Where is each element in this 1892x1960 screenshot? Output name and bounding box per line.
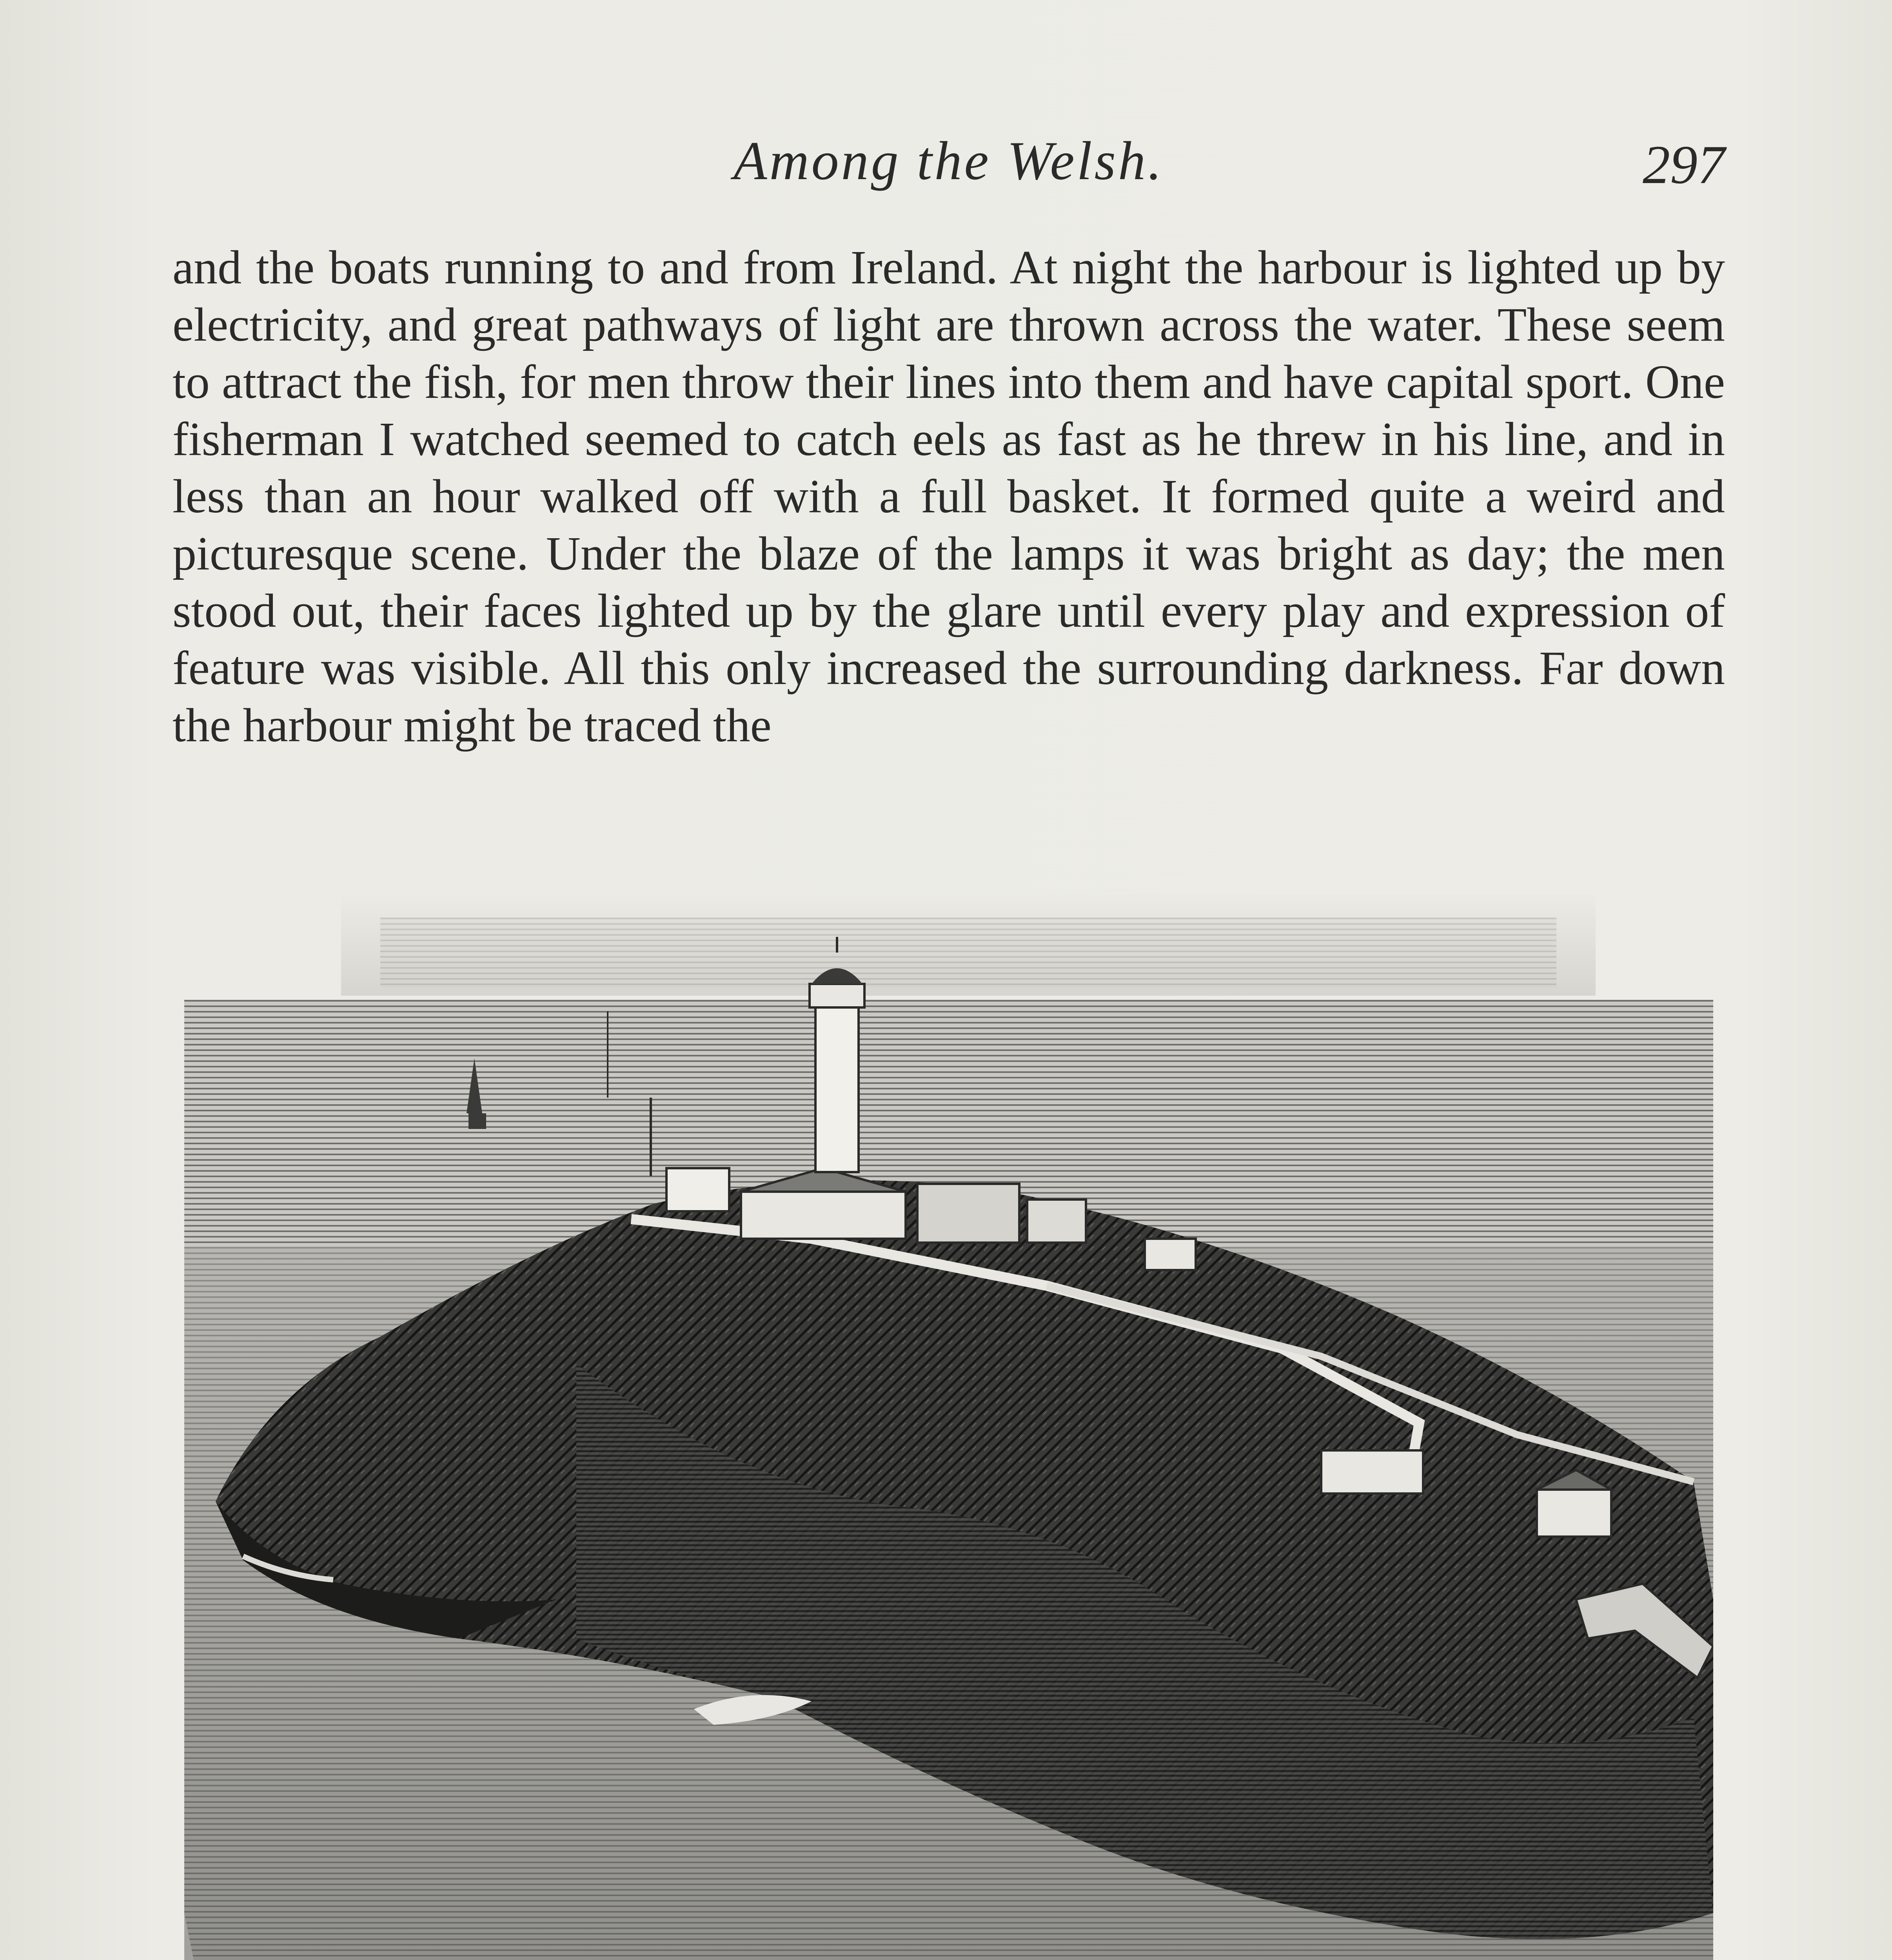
- paragraph: and the boats running to and from Ireland. At night the harbour is lighted up by electricity, and great pathways of light are thrown across the water. These seem to attract the fish, for men throw their lines into them and have capital sport. One fisherman I watched seemed to catch eels as fast as he threw in his line, and in less than an hour walked off with a full basket. It formed quite a weird and picturesque scene. Under the blaze of the lamps it was bright as day; the men stood out, their faces lighted up by the glare until every play and expression of feature was visible. All this only increased the surrounding darkness. Far down the harbour might be traced the: [172, 241, 1725, 752]
- top-text-block: [172, 239, 1725, 754]
- running-title: Among the Welsh.: [734, 131, 1164, 191]
- page-number: 297: [1643, 134, 1725, 195]
- engraving-illustration: [184, 894, 1713, 1960]
- running-head: [172, 129, 1725, 208]
- south-stack-engraving: [184, 894, 1713, 1960]
